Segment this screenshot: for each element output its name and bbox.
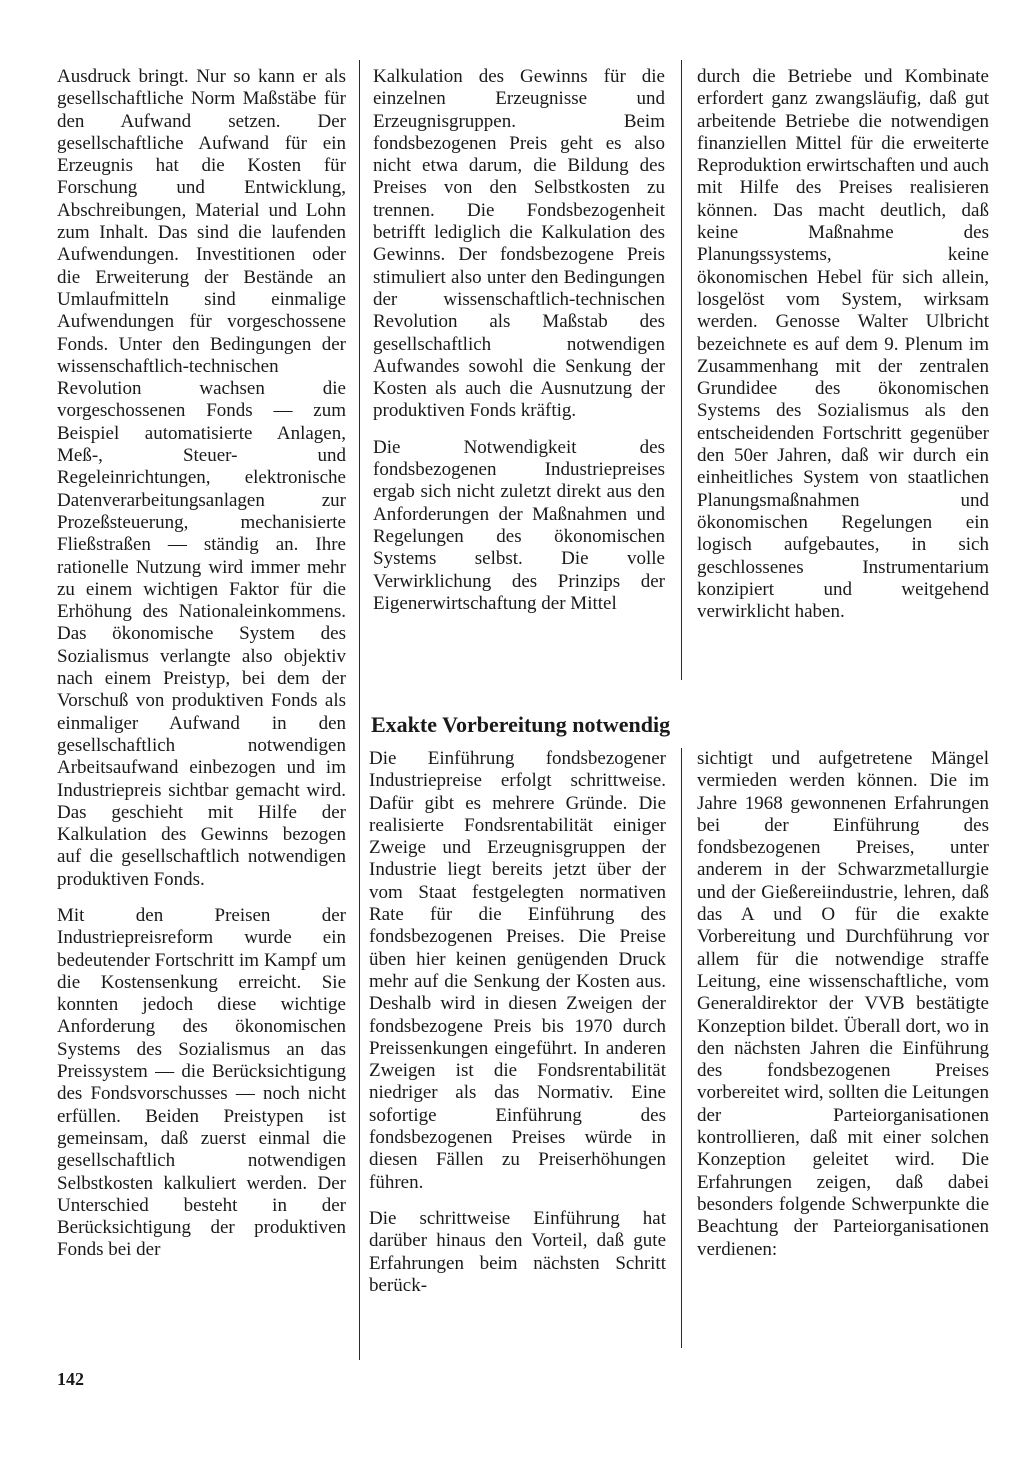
text-column-2	[373, 66, 665, 615]
paragraph: Die Notwendigkeit des fondsbezogenen Industriepreises ergab sich nicht zuletzt direkt aus den Anforderungen der Maßnahmen und Regelungen des ökonomischen Systems selbst. Die volle Verwirklichung des Prinzips der Eigenerwirtschaftung der Mittel	[373, 436, 665, 614]
paragraph: Die schrittweise Einführung hat darüber hinaus den Vorteil, daß gute Erfahrungen beim nächsten Schritt berück-	[369, 1207, 666, 1296]
column-divider	[681, 748, 682, 1348]
column-divider	[681, 60, 682, 680]
paragraph: sichtigt und aufgetretene Mängel vermieden werden können. Die im Jahre 1968 gewonnenen Erfahrungen bei der Einführung des fondsbezogenen Preises, unter anderem in der Schwarzmetallurgie und der Gießereiindustrie, lehren, daß das A und O für die exakte Vorbereitung und Durchführung vor allem für die notwendige straffe Leitung, eine wissenschaftliche, vom Generaldirektor der VVB bestätigte Konzeption bildet. Überall dort, wo in den nächsten Jahren die Einführung des fondsbezogenen Preises vorbereitet wird, sollten die Leitungen der Parteiorganisationen kontrollieren, daß mit einer solchen Konzeption geleitet wird. Die Erfahrungen zeigen, daß dabei besonders folgende Schwerpunkte die Beachtung der Parteiorganisationen verdienen:	[697, 748, 989, 1260]
page-number: 142	[57, 1369, 84, 1389]
section-heading: Exakte Vorbereitung notwendig	[371, 712, 671, 737]
text-column-5	[697, 748, 989, 1261]
text-column-3	[697, 66, 989, 623]
paragraph: Kalkulation des Gewinns für die einzelnen Erzeugnisse und Erzeugnisgruppen. Beim fondsbezogenen Preis geht es also nicht etwa darum, die Bildung des Preises von den Selbstkosten zu trennen. Die Fondsbezogenheit betrifft lediglich die Kalkulation des Gewinns. Der fondsbezogene Preis stimuliert also unter den Bedingungen der wissenschaftlich-technischen Revolution als Maßstab des gesellschaftlich notwendigen Aufwandes sowohl die Senkung der Kosten als auch die Ausnutzung der produktiven Fonds kräftig.	[373, 66, 665, 422]
text-column-4	[369, 748, 666, 1297]
paragraph: durch die Betriebe und Kombinate erfordert ganz zwangsläufig, daß gut arbeitende Betriebe die notwendigen finanziellen Mittel für die erweiterte Reproduktion erwirtschaften und auch mit Hilfe des Preises realisieren können. Das macht deutlich, daß keine Maßnahme des Planungssystems, keine ökonomischen Hebel für sich allein, losgelöst vom System, wirksam werden. Genosse Walter Ulbricht bezeichnete es auf dem 9. Plenum im Zusammenhang mit der zentralen Grundidee des ökonomischen Systems des Sozialismus als den entscheidenden Fortschritt gegenüber den 50er Jahren, daß wir durch ein einheitliches System von staatlichen Planungsmaßnahmen und ökonomischen Regelungen ein logisch aufgebautes, in sich geschlossenes Instrumentarium konzipiert und weitgehend verwirklicht haben.	[697, 66, 989, 623]
paragraph: Mit den Preisen der Industriepreisreform wurde ein bedeutender Fortschritt im Kampf um die Kostensenkung erreicht. Sie konnten jedoch diese wichtige Anforderung des ökonomischen Systems des Sozialismus an das Preissystem — die Berücksichtigung des Fondsvorschusses — noch nicht erfüllen. Beiden Preistypen ist gemeinsam, daß zuerst einmal die gesellschaftlich notwendigen Selbstkosten kalkuliert werden. Der Unterschied besteht in der Berücksichtigung der produktiven Fonds bei der	[57, 904, 346, 1261]
text-column-1	[57, 66, 346, 1262]
column-divider	[359, 60, 360, 1360]
paragraph: Ausdruck bringt. Nur so kann er als gesellschaftliche Norm Maßstäbe für den Aufwand setzen. Der gesellschaftliche Aufwand für ein Erzeugnis hat die Kosten für Forschung und Entwicklung, Abschreibungen, Material und Lohn zum Inhalt. Das sind die laufenden Aufwendungen. Investitionen oder die Erweiterung der Bestände an Umlaufmitteln sind einmalige Aufwendungen für vorgeschossene Fonds. Unter den Bedingungen der wissenschaftlich-technischen Revolution wachsen die vorgeschossenen Fonds — zum Beispiel automatisierte Anlagen, Meß-, Steuer- und Regeleinrichtungen, elektronische Datenverarbeitungsanlagen zur Prozeßsteuerung, mechanisierte Fließstraßen — ständig an. Ihre rationelle Nutzung wird immer mehr zu einem wichtigen Faktor für die Erhöhung des Nationaleinkommens. Das ökonomische System des Sozialismus verlangte also objektiv nach einem Preistyp, bei dem der Vorschuß von produktiven Fonds als einmaliger Aufwand in den gesellschaftlich notwendigen Arbeitsaufwand einbezogen und im Industriepreis sichtbar gemacht wird. Das geschieht mit Hilfe der Kalkulation des Gewinns bezogen auf die gesellschaftlich notwendigen produktiven Fonds.	[57, 66, 346, 890]
paragraph: Die Einführung fondsbezogener Industriepreise erfolgt schrittweise. Dafür gibt es mehrere Gründe. Die realisierte Fondsrentabilität einiger Zweige und Erzeugnisgruppen der Industrie liegt bereits jetzt über der vom Staat festgelegten normativen Rate für die Einführung des fondsbezogenen Preises. Die Preise üben hier keinen genügenden Druck mehr auf die Senkung der Kosten aus. Deshalb wird in diesen Zweigen der fondsbezogene Preis bis 1970 durch Preissenkungen eingeführt. In anderen Zweigen ist die Fondsrentabilität niedriger als das Normativ. Eine sofortige Einführung des fondsbezogenen Preises würde in diesen Fällen zu Preiserhöhungen führen.	[369, 748, 666, 1193]
